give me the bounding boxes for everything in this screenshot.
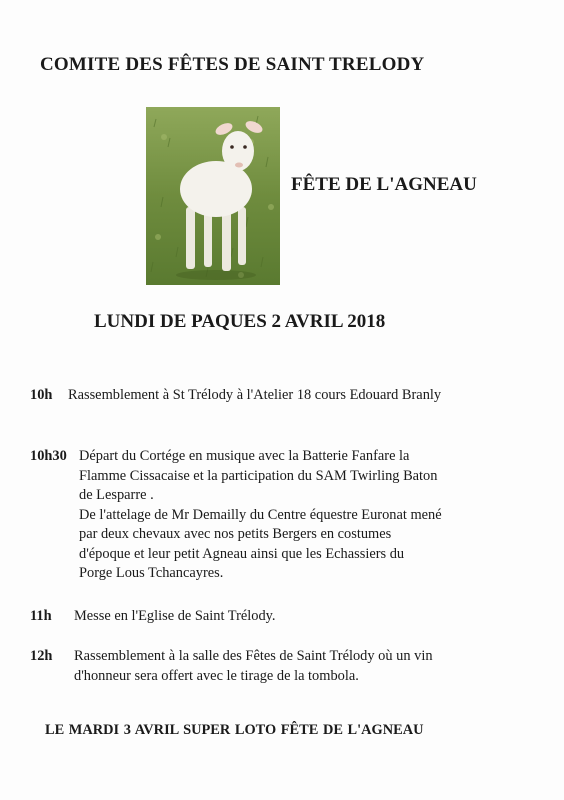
schedule-text (79, 447, 442, 584)
schedule-line: Flamme Cissacaise et la participation du SAM Twirling Baton (79, 467, 438, 484)
committee-title: COMITE DES FÊTES DE SAINT TRELODY (40, 54, 425, 75)
schedule-item (30, 647, 433, 686)
schedule-time: 12h (30, 648, 53, 664)
schedule-item (30, 607, 276, 627)
schedule-time: 11h (30, 608, 52, 624)
schedule-line: Messe en l'Eglise de Saint Trélody. (74, 608, 276, 624)
schedule-line: De l'attelage de Mr Demailly du Centre équestre Euronat mené (79, 506, 442, 523)
schedule-line: d'honneur sera offert avec le tirage de la tombola. (74, 667, 359, 684)
loto-announcement: LE MARDI 3 AVRIL SUPER LOTO FÊTE DE L'AGNEAU (45, 722, 424, 738)
event-date: LUNDI DE PAQUES 2 AVRIL 2018 (94, 311, 386, 332)
schedule-line: Rassemblement à la salle des Fêtes de Saint Trélody où un vin (74, 648, 433, 664)
schedule-line: de Lesparre . (79, 487, 154, 503)
lamb-photo (146, 107, 280, 285)
schedule-text (68, 386, 441, 406)
schedule-item (30, 386, 441, 406)
schedule-line: par deux chevaux avec nos petits Bergers en costumes (79, 526, 392, 542)
lamb-illustration-icon (146, 107, 280, 285)
schedule-line: d'époque et leur petit Agneau ainsi que les Echassiers du (79, 545, 405, 562)
event-name: FÊTE DE L'AGNEAU (291, 174, 477, 195)
schedule-line: Porge Lous Tchancayres. (79, 565, 224, 581)
schedule-text (74, 607, 276, 627)
schedule-text (74, 647, 433, 686)
schedule-time: 10h30 (30, 448, 67, 464)
schedule-time: 10h (30, 387, 53, 403)
schedule-line: Rassemblement à St Trélody à l'Atelier 18 cours Edouard Branly (68, 387, 442, 403)
schedule-item (30, 447, 442, 584)
schedule-line: Départ du Cortége en musique avec la Batterie Fanfare la (79, 448, 410, 464)
